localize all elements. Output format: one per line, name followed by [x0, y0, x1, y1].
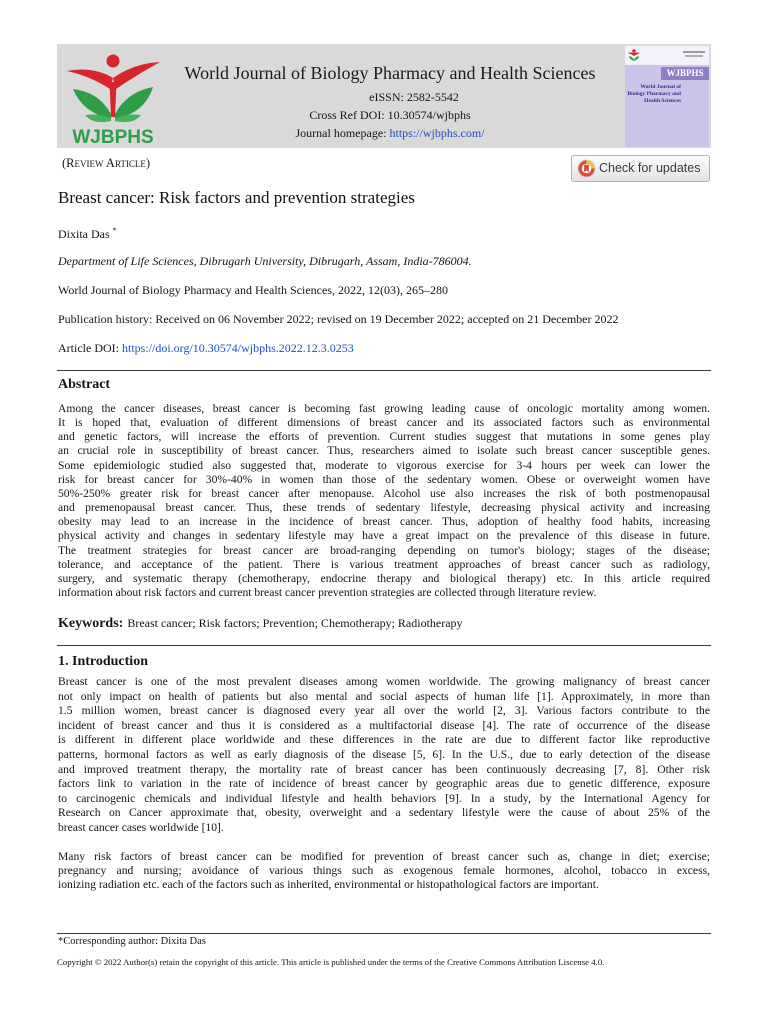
abstract-line: surgery, and systematic therapy (chemotherapy, endocrine therapy and biological therapy) etc. In this article required — [58, 571, 710, 585]
paragraph-line: not only impact on health of patients but also mental and social aspects of human life [1]. Approximately, in more than — [58, 689, 710, 703]
paragraph-line: pregnancy and nursing; avoidance of various things such as exogenous female hormones, alcohol, tobacco in excess, — [58, 864, 710, 877]
keywords-text: Breast cancer; Risk factors; Prevention; Chemotherapy; Radiotherapy — [127, 616, 463, 630]
introduction-paragraph — [58, 850, 710, 892]
cover-meta-line — [685, 55, 703, 57]
article-doi — [58, 340, 354, 356]
doi-link[interactable]: https://doi.org/10.30574/wjbphs.2022.12.3.0253 — [121, 341, 354, 355]
author-affiliation: Department of Life Sciences, Dibrugarh University, Dibrugarh, Assam, India-786004. — [58, 254, 472, 268]
crossmark-icon — [577, 159, 596, 178]
paragraph-line: breast cancer cases worldwide [10]. — [58, 820, 224, 834]
abstract-heading: Abstract — [58, 377, 111, 392]
abstract-line: information about risk factors and current breast cancer prevention strategies are collected through literature review. — [58, 586, 597, 600]
abstract-line: and genetic factors, will increase the efforts of prevention. Current studies suggest that mutations in some genes play — [58, 430, 710, 444]
author-name: Dixita Das — [58, 227, 110, 241]
abstract-line: an crucial role in susceptibility of breast cancer. Thus, researchers aimed to isolate such breast cancer susceptible genes. — [58, 444, 710, 458]
logo-text: WJBPHS — [72, 127, 154, 147]
journal-title: World Journal of Biology Pharmacy and Health Sciences — [184, 63, 596, 83]
footnote-divider — [57, 933, 711, 934]
paragraph-line: incident of breast cancer and thus it is considered as a multifactorial disease [4]. The rate of occurrence of the disease — [58, 718, 710, 732]
journal-homepage — [160, 126, 620, 141]
corresponding-author-note: *Corresponding author: Dixita Das — [58, 936, 206, 947]
introduction-paragraph — [58, 675, 710, 836]
keywords-line — [58, 615, 463, 632]
journal-citation: World Journal of Biology Pharmacy and Health Sciences, 2022, 12(03), 265–280 — [58, 283, 448, 297]
homepage-link[interactable]: https://wjbphs.com/ — [389, 126, 485, 140]
abstract-line: It is hoped that, evaluation of different dimensions of breast cancer and its associated factors such as environmental — [58, 416, 710, 430]
check-for-updates-label: Check for updates — [599, 161, 701, 175]
cover-label: WJBPHS — [661, 67, 709, 80]
abstract-line: 50%-250% greater risk for breast cancer after menopause. Alcohol use also increases the risk of both postmenopausal — [58, 486, 710, 500]
section-divider — [57, 645, 711, 646]
abstract-line: The treatment strategies for breast cancer are broad-ranging depending on tumor's biology; stages of the disease; — [58, 543, 710, 557]
paragraph-line: to carcinogenic chemicals and individual lifestyle and health behaviors [9]. In a study, by the International Agency for — [58, 791, 710, 805]
abstract-line: Some epidemiologic studied also suggested that, moderate to vigorous exercise for 3-4 hours per week can lower the — [58, 458, 710, 472]
author-line — [58, 223, 117, 242]
article-title: Breast cancer: Risk factors and prevention strategies — [58, 188, 415, 207]
abstract-line: physical activity and changes in sedentary lifestyle may have a great impact on the prevalence of this disease in future. — [58, 529, 710, 543]
corresponding-marker: * — [112, 226, 117, 235]
abstract-line: and premenopausal breast cancer. Thus, these trends of sedentary lifestyle, decreasing physical activity and increasing — [58, 501, 710, 515]
paragraph-line: 1.5 million women, breast cancer is diagnosed every year all over the world [2, 3]. Various factors contribute to the — [58, 704, 710, 718]
abstract-paragraph — [58, 402, 710, 600]
journal-crossref-doi: Cross Ref DOI: 10.30574/wjbphs — [309, 108, 471, 122]
cover-logo-icon — [627, 48, 641, 62]
check-for-updates-button[interactable] — [571, 155, 710, 182]
section-divider — [57, 370, 711, 371]
wjbphs-logo — [63, 47, 163, 147]
doi-label: Article DOI: — [58, 341, 122, 355]
introduction-heading: 1. Introduction — [58, 654, 148, 669]
homepage-label: Journal homepage: — [295, 126, 390, 140]
copyright-notice: Copyright © 2022 Author(s) retain the copyright of this article. This article is published under the terms of the Creative Commons Attribution Liscense 4.0. — [57, 957, 605, 967]
paragraph-line: is different in different place worldwide and these differences in the rate are due to different factor like reproductive — [58, 733, 710, 747]
abstract-line: risk for breast cancer for 30%-40% in women than those of the sedentary women. Obese or overweight women have — [58, 472, 710, 486]
paragraph-line: patterns, hormonal factors as well as early diagnosis of the disease [5, 6]. In the U.S., due to early detection of the disease — [58, 747, 710, 761]
paragraph-line: Research on Cancer approximate that, obesity, overweight and a sedentary lifestyle were the cause of about 25% of the — [58, 806, 710, 820]
abstract-line: obesity may lead to an increase in the incidence of breast cancer. Thus, adoption of healthy food habits, increasing — [58, 515, 710, 529]
publication-history: Publication history: Received on 06 November 2022; revised on 19 December 2022; accepted on 21 December 2022 — [58, 312, 619, 326]
abstract-line: Among the cancer diseases, breast cancer is becoming fast growing leading cause of oncologic mortality among women. — [58, 402, 710, 415]
paragraph-line: Breast cancer is one of the most prevalent diseases among women worldwide. The growing malignancy of breast cancer — [58, 675, 710, 688]
keywords-label: Keywords: — [58, 616, 124, 631]
article-type-label: (Review Article) — [62, 156, 151, 170]
cover-title: World Journal of Biology Pharmacy and Health Sciences — [627, 84, 681, 104]
paragraph-line: ionizing radiation etc. each of the factors such as inherited, environmental or histopathological factors are important. — [58, 878, 599, 891]
journal-cover-thumbnail[interactable] — [625, 46, 709, 147]
paragraph-line: and improved treatment therapy, the mortality rate of breast cancer has been continuously decreasing [7, 8]. Other risk — [58, 762, 710, 776]
journal-eissn: eISSN: 2582-5542 — [369, 90, 459, 104]
paragraph-line: factors link to variation in the rate of incidence of breast cancer by geographic areas due to genetic difference, exposure — [58, 777, 710, 791]
paragraph-line: Many risk factors of breast cancer can be modified for prevention of breast cancer such as, change in diet; exercise; — [58, 850, 710, 863]
abstract-line: tolerance, and acceptance of the patient. There is various treatment approaches of breast cancer such as radiology, — [58, 557, 710, 571]
cover-meta-line — [683, 51, 705, 53]
